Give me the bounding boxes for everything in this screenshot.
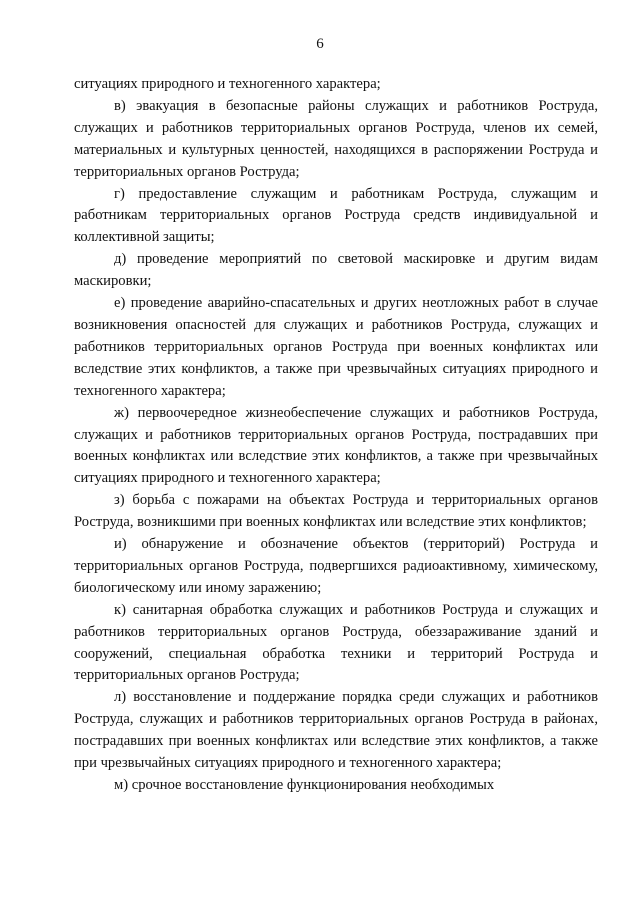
list-item-zh: ж) первоочередное жизнеобеспечение служащих и работников Роструда, служащих и работников территориальных органов Роструда, пострадавших при военных конфликтах или вследствие этих конфликтов, а также при чрезвычайных ситуациях природного и техногенного характера;	[74, 404, 598, 487]
list-item-i: и) обнаружение и обозначение объектов (территорий) Роструда и территориальных органов Роструда, подвергшихся радиоактивному, химическому, биологическому или иному заражению;	[74, 536, 598, 596]
paragraph-continuation: ситуациях природного и техногенного характера;	[74, 76, 381, 92]
page-number: 6	[316, 36, 324, 52]
list-item-l: л) восстановление и поддержание порядка среди служащих и работников Роструда, служащих и работников территориальных органов Роструда в районах, пострадавших при военных конфликтах или вследствие этих конфликтов, а также при чрезвычайных ситуациях природного и техногенного характера;	[74, 689, 598, 772]
list-item-z: з) борьба с пожарами на объектах Роструда и территориальных органов Роструда, возникшими при военных конфликтах или вследствие этих конфликтов;	[74, 492, 598, 531]
list-item-k: к) санитарная обработка служащих и работников Роструда и служащих и работников территориальных органов Роструда, обеззараживание зданий и сооружений, специальная обработка техники и территорий Роструда и территориальных органов Роструда;	[74, 601, 598, 684]
list-item-d: д) проведение мероприятий по световой маскировке и другим видам маскировки;	[74, 251, 598, 290]
list-item-m: м) срочное восстановление функционирования необходимых	[114, 777, 495, 793]
document-body	[74, 74, 598, 797]
list-item-e: е) проведение аварийно-спасательных и других неотложных работ в случае возникновения опасностей для служащих и работников Роструда, служащих и работников территориальных органов Роструда при военных конфликтах или вследствие этих конфликтов, а также при чрезвычайных ситуациях природного и техногенного характера;	[74, 295, 598, 399]
list-item-v: в) эвакуация в безопасные районы служащих и работников Роструда, служащих и работников территориальных органов Роструда, членов их семей, материальных и культурных ценностей, находящихся в распоряжении Роструда и территориальных органов Роструда;	[74, 97, 598, 180]
list-item-g: г) предоставление служащим и работникам Роструда, служащим и работникам территориальных органов Роструда средств индивидуальной и коллективной защиты;	[74, 185, 598, 246]
